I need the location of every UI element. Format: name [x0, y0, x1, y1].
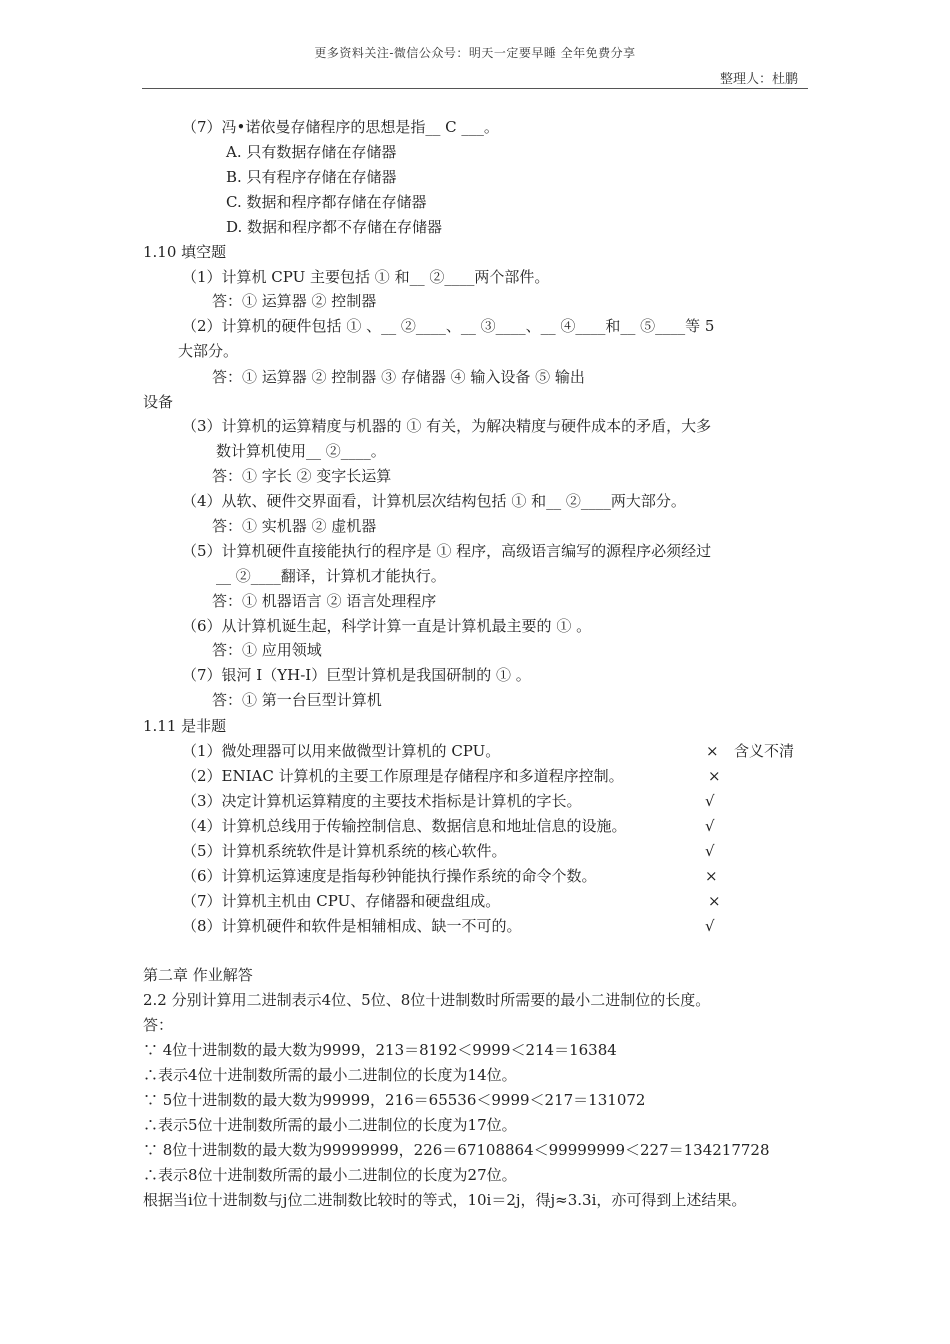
- tf-item-text: （6）计算机运算速度是指每秒钟能执行操作系统的命令个数。: [182, 867, 597, 885]
- section-heading-tf: 1.11 是非题: [143, 717, 227, 735]
- choice-option-d: D. 数据和程序都不存储在存储器: [226, 218, 443, 236]
- fill-question-3-cont: 数计算机使用__ ②____。: [216, 442, 386, 460]
- tf-item-mark: √: [705, 792, 715, 810]
- tf-item-text: （7）计算机主机由 CPU、存储器和硬盘组成。: [182, 892, 501, 910]
- fill-answer-5: 答：① 机器语言 ② 语言处理程序: [212, 592, 437, 610]
- fill-answer-6: 答：① 应用领域: [212, 641, 322, 659]
- tf-item-text: （5）计算机系统软件是计算机系统的核心软件。: [182, 842, 507, 860]
- header-promo-line: 更多资料关注-微信公众号：明天一定要早睡 全年免费分享: [314, 46, 636, 60]
- fill-question-6: （6）从计算机诞生起，科学计算一直是计算机最主要的 ① 。: [182, 617, 592, 635]
- fill-question-5-cont: __ ②____翻译，计算机才能执行。: [216, 567, 446, 585]
- tf-item-text: （4）计算机总线用于传输控制信息、数据信息和地址信息的设施。: [182, 817, 627, 835]
- answer-label: 答：: [143, 1016, 174, 1034]
- tf-item-mark: ×: [706, 742, 719, 760]
- header-divider: [142, 88, 808, 89]
- fill-answer-7: 答：① 第一台巨型计算机: [212, 691, 382, 709]
- choice-option-a: A. 只有数据存储在存储器: [226, 143, 397, 161]
- fill-question-5: （5）计算机硬件直接能执行的程序是 ① 程序，高级语言编写的源程序必须经过: [182, 542, 712, 560]
- solution-line: ∵ 5位十进制数的最大数为99999，216＝65536＜9999＜217＝131072: [143, 1091, 646, 1109]
- solution-line: ∵ 8位十进制数的最大数为99999999，226＝67108864＜99999999＜227＝134217728: [143, 1141, 770, 1159]
- choice-option-b: B. 只有程序存储在存储器: [226, 168, 397, 186]
- choice-question: （7）冯•诺依曼存储程序的思想是指__ C ___。: [182, 118, 499, 136]
- tf-item-mark: √: [705, 842, 715, 860]
- fill-answer-4: 答：① 实机器 ② 虚机器: [212, 517, 377, 535]
- fill-answer-2-cont: 设备: [143, 393, 174, 411]
- tf-item-text: （1）微处理器可以用来做微型计算机的 CPU。: [182, 742, 501, 760]
- fill-question-3: （3）计算机的运算精度与机器的 ① 有关，为解决精度与硬件成本的矛盾，大多: [182, 417, 712, 435]
- tf-item-text: （2）ENIAC 计算机的主要工作原理是存储程序和多道程序控制。: [182, 767, 624, 785]
- solution-line: ∴表示8位十进制数所需的最小二进制位的长度为27位。: [143, 1166, 517, 1184]
- section-heading-fill: 1.10 填空题: [143, 243, 227, 261]
- fill-question-1: （1）计算机 CPU 主要包括 ① 和__ ②____两个部件。: [182, 268, 550, 286]
- fill-question-2-cont: 大部分。: [178, 342, 239, 360]
- solution-line: ∴表示5位十进制数所需的最小二进制位的长度为17位。: [143, 1116, 517, 1134]
- tf-item-mark: ×: [708, 892, 721, 910]
- tf-item-mark: √: [705, 817, 715, 835]
- tf-item-note: 含义不清: [734, 742, 795, 760]
- solution-line: ∵ 4位十进制数的最大数为9999，213＝8192＜9999＜214＝16384: [143, 1041, 617, 1059]
- fill-question-7: （7）银河 I（YH-I）巨型计算机是我国研制的 ① 。: [182, 666, 531, 684]
- solution-line: ∴表示4位十进制数所需的最小二进制位的长度为14位。: [143, 1066, 517, 1084]
- tf-item-text: （8）计算机硬件和软件是相辅相成、缺一不可的。: [182, 917, 522, 935]
- tf-item-mark: √: [705, 917, 715, 935]
- header-compiler: 整理人：杜鹏: [719, 72, 798, 87]
- tf-item-text: （3）决定计算机运算精度的主要技术指标是计算机的字长。: [182, 792, 582, 810]
- chapter-question: 2.2 分别计算用二进制表示4位、5位、8位十进制数时所需要的最小二进制位的长度。: [143, 991, 711, 1009]
- fill-answer-3: 答：① 字长 ② 变字长运算: [212, 467, 392, 485]
- tf-item-mark: ×: [705, 867, 718, 885]
- fill-answer-1: 答：① 运算器 ② 控制器: [212, 292, 377, 310]
- chapter-heading: 第二章 作业解答: [143, 966, 253, 984]
- fill-answer-2: 答：① 运算器 ② 控制器 ③ 存储器 ④ 输入设备 ⑤ 输出: [212, 368, 585, 386]
- choice-option-c: C. 数据和程序都存储在存储器: [226, 193, 427, 211]
- solution-line: 根据当i位十进制数与j位二进制数比较时的等式，10i＝2j，得j≈3.3i，亦可得到上述结果。: [143, 1191, 747, 1209]
- fill-question-4: （4）从软、硬件交界面看，计算机层次结构包括 ① 和__ ②____两大部分。: [182, 492, 686, 510]
- fill-question-2: （2）计算机的硬件包括 ① 、__ ②____、__ ③____、__ ④____和__ ⑤____等 5: [182, 317, 715, 335]
- tf-item-mark: ×: [708, 767, 721, 785]
